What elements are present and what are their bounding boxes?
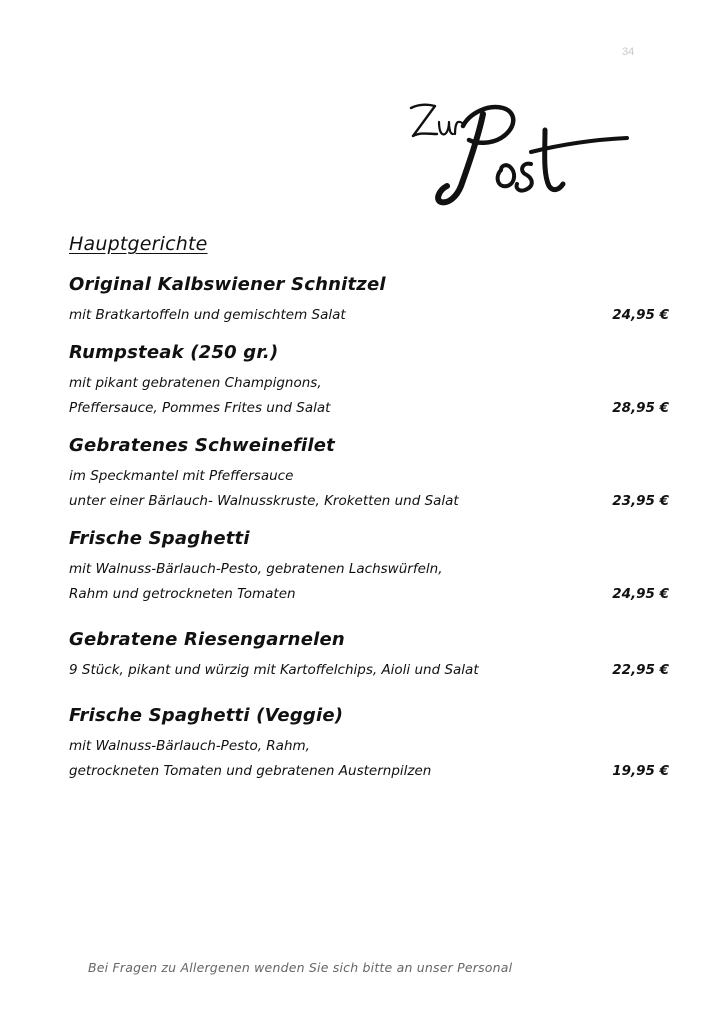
dish-item: [69, 703, 669, 784]
dish-price: 24,95 €: [612, 307, 669, 323]
dish-line: [69, 371, 669, 396]
dish-description: mit Bratkartoffeln und gemischtem Salat: [69, 307, 346, 323]
dish-item: [69, 627, 669, 683]
dish-description: 9 Stück, pikant und würzig mit Kartoffelchips, Aioli und Salat: [69, 662, 479, 678]
dish-line: [69, 396, 669, 421]
dish-item: [69, 272, 669, 328]
dish-price: 28,95 €: [612, 400, 669, 416]
dish-price: 24,95 €: [612, 586, 669, 602]
dish-name: Rumpsteak (250 gr.): [69, 342, 279, 363]
dish-line: [69, 489, 669, 514]
dish-line: [69, 658, 669, 683]
menu-section: [69, 232, 669, 796]
dish-description: mit Walnuss-Bärlauch-Pesto, gebratenen Lachswürfeln,: [69, 561, 443, 577]
dish-price: 23,95 €: [612, 493, 669, 509]
dish-name: Gebratenes Schweinefilet: [69, 435, 335, 456]
restaurant-logo: [405, 94, 637, 214]
dish-name: Original Kalbswiener Schnitzel: [69, 274, 386, 295]
dish-description: mit Walnuss-Bärlauch-Pesto, Rahm,: [69, 738, 310, 754]
dish-line: [69, 303, 669, 328]
dish-description: im Speckmantel mit Pfeffersauce: [69, 468, 294, 484]
allergen-note: Bei Fragen zu Allergenen wenden Sie sich bitte an unser Personal: [88, 960, 513, 975]
dish-item: [69, 526, 669, 607]
dish-name: Frische Spaghetti: [69, 528, 250, 549]
dish-description: Pfeffersauce, Pommes Frites und Salat: [69, 400, 331, 416]
section-title: Hauptgerichte: [69, 233, 208, 255]
dish-line: [69, 582, 669, 607]
dish-name: Frische Spaghetti (Veggie): [69, 705, 344, 726]
dish-description: Rahm und getrockneten Tomaten: [69, 586, 296, 602]
dish-line: [69, 734, 669, 759]
logo-signature-graphic: [405, 94, 637, 214]
dish-description: mit pikant gebratenen Champignons,: [69, 375, 322, 391]
dish-line: [69, 759, 669, 784]
dish-item: [69, 340, 669, 421]
dish-price: 22,95 €: [612, 662, 669, 678]
page-number: 34: [622, 46, 635, 58]
dish-line: [69, 464, 669, 489]
dish-description: unter einer Bärlauch- Walnusskruste, Kroketten und Salat: [69, 493, 459, 509]
dish-item: [69, 433, 669, 514]
dish-price: 19,95 €: [612, 763, 669, 779]
dish-line: [69, 557, 669, 582]
dish-name: Gebratene Riesengarnelen: [69, 629, 345, 650]
dish-description: getrockneten Tomaten und gebratenen Austernpilzen: [69, 763, 432, 779]
